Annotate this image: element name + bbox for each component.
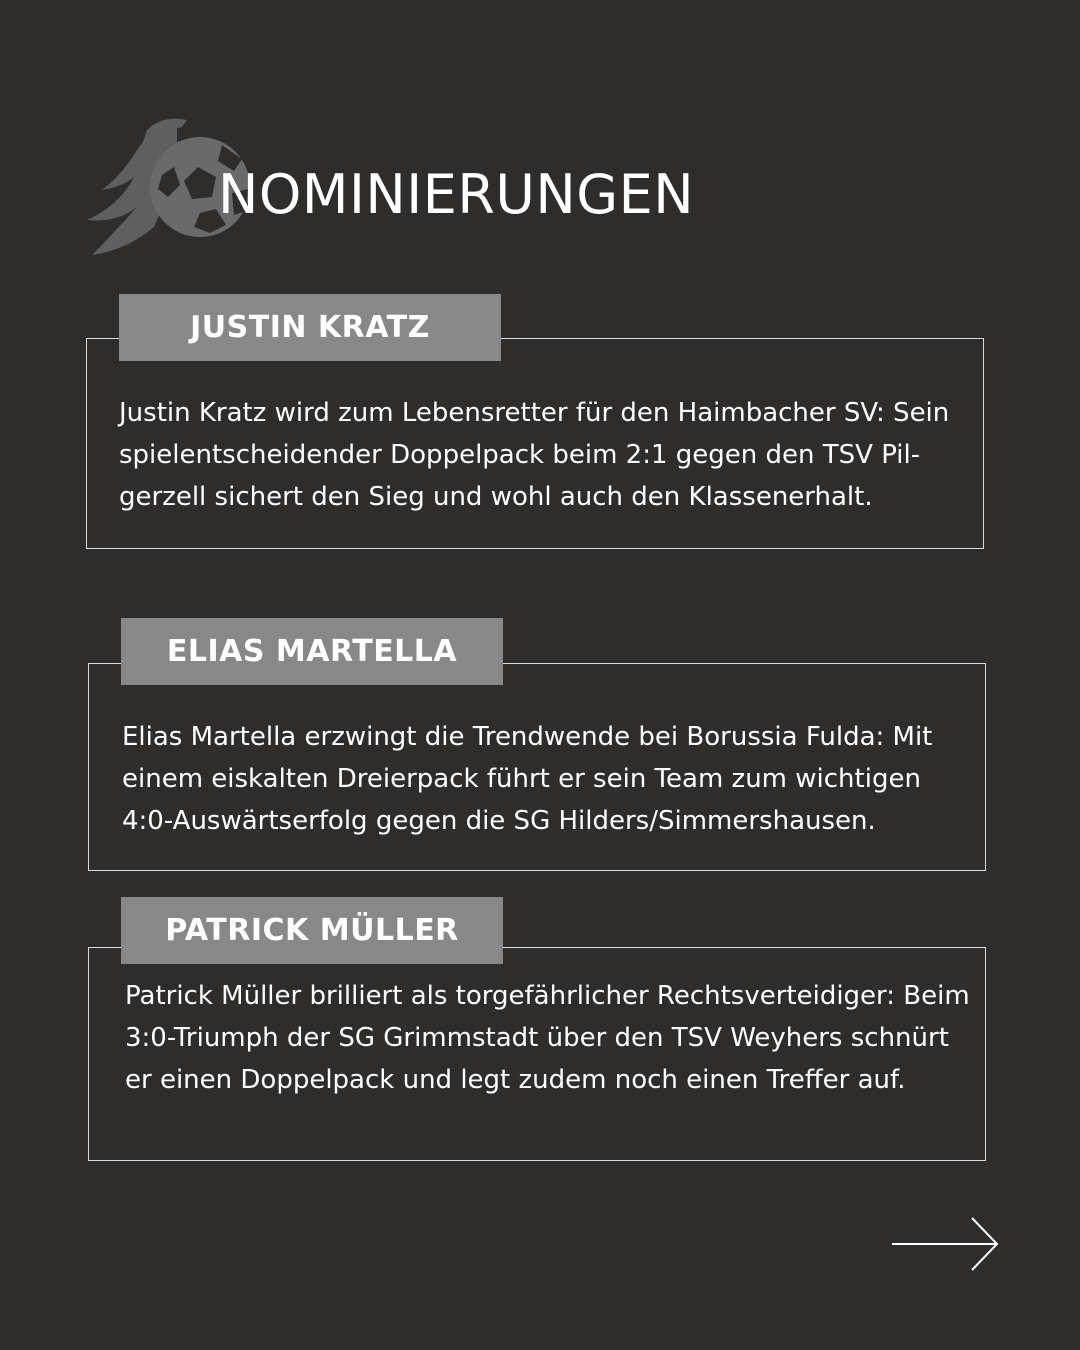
nominee-name-tag: ELIAS MARTELLA [121, 618, 503, 685]
nominee-name-tag: PATRICK MÜLLER [121, 897, 503, 964]
arrow-right-icon[interactable] [890, 1215, 1002, 1273]
nominee-description: Elias Martella erzwingt die Trendwende bei Borussia Fulda: Mit einem eiskalten Dreierpack führt er sein Team zum wichtigen 4:0-Auswärtserfolg gegen die SG Hilders/Simmershausen. [122, 722, 933, 836]
nominee-description: Patrick Müller brilliert als torgefährlicher Rechtsverteidiger: Beim 3:0-Triumph der SG Grimmstadt über den TSV Weyhers schnürt er einen Doppelpack und legt zudem noch einen Treffer auf. [125, 981, 970, 1095]
nominee-description: Justin Kratz wird zum Lebensretter für den Haimbacher SV: Sein spielentscheidender Doppelpack beim 2:1 gegen den TSV Pilgerzell sichert den Sieg und wohl auch den Klassenerhalt. [119, 398, 950, 512]
page-title: NOMINIERUNGEN [218, 163, 695, 226]
nominee-name-tag: JUSTIN KRATZ [119, 294, 501, 361]
